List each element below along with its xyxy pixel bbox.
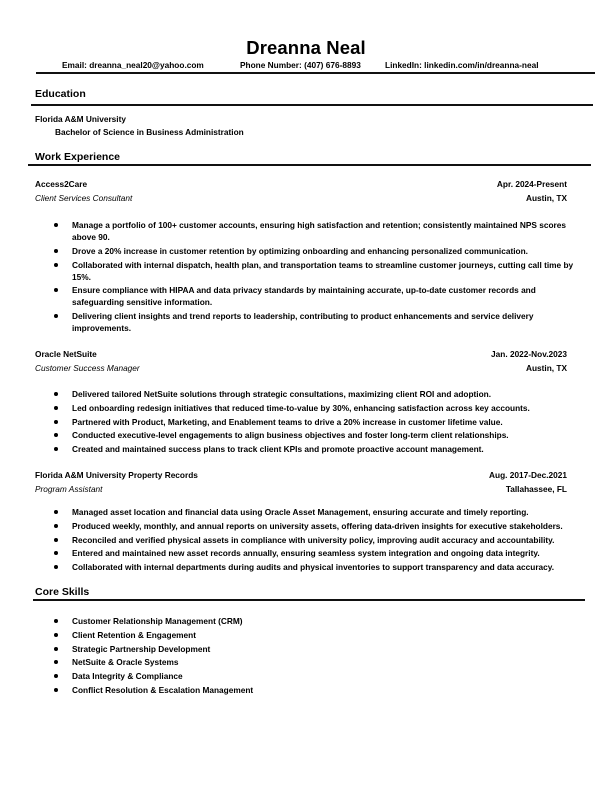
bullet-icon	[54, 688, 58, 692]
job-dates: Apr. 2024-Present	[496, 179, 567, 189]
contact-linkedin: LinkedIn: linkedin.com/in/dreanna-neal	[385, 60, 539, 70]
list-item	[50, 561, 590, 573]
bullet-text: Conducted executive-level engagements to align business objectives and foster long-term client relationships.	[72, 430, 509, 441]
work-experience-divider	[28, 164, 591, 166]
job-location: Austin, TX	[525, 192, 567, 203]
bullet-icon	[54, 633, 58, 637]
bullet-icon	[54, 392, 58, 396]
list-item	[50, 245, 590, 257]
bullet-text: Ensure compliance with HIPAA and data privacy standards by maintaining accurate, up-to-date customer records and safeguarding sensitive information.	[72, 285, 536, 308]
bullet-icon	[54, 647, 58, 651]
job-entry	[35, 470, 567, 497]
list-item	[50, 416, 590, 428]
skill-text: Strategic Partnership Development	[72, 643, 211, 654]
skills-list	[50, 615, 590, 698]
candidate-name: Dreanna Neal	[246, 37, 366, 58]
list-item	[50, 388, 590, 400]
skill-text: Data Integrity & Compliance	[72, 671, 183, 682]
skill-item	[50, 656, 590, 668]
job-title: Client Services Consultant	[35, 192, 133, 203]
skill-item	[50, 684, 590, 696]
bullet-text: Created and maintained success plans to track client KPIs and promote proactive account management.	[72, 444, 484, 455]
job-dates: Jan. 2022-Nov.2023	[491, 349, 567, 359]
bullet-text: Led onboarding redesign initiatives that reduced time-to-value by 30%, enhancing satisfaction across key accounts.	[72, 402, 530, 413]
bullet-text: Reconciled and verified physical assets in compliance with university policy, improving audit accuracy and accountability.	[72, 534, 555, 545]
contact-email: Email: dreanna_neal20@yahoo.com	[62, 60, 204, 70]
bullet-icon	[54, 619, 58, 623]
section-title-education: Education	[35, 88, 86, 100]
contact-phone: Phone Number: (407) 676-8893	[240, 60, 361, 70]
bullet-icon	[54, 660, 58, 664]
bullet-text: Produced weekly, monthly, and annual reports on university assets, offering data-driven insights for executive stakeholders.	[72, 520, 563, 531]
job-bullets	[50, 219, 590, 336]
job-location: Tallahassee, FL	[505, 483, 567, 494]
header-divider	[36, 72, 595, 74]
list-item	[50, 547, 590, 559]
list-item	[50, 219, 590, 243]
skill-text: NetSuite & Oracle Systems	[72, 657, 179, 668]
education-divider	[31, 104, 593, 106]
bullet-text: Delivering client insights and trend reports to leadership, contributing to product enhancements and service delivery improvements.	[72, 311, 534, 334]
job-dates: Aug. 2017-Dec.2021	[489, 470, 567, 480]
job-company: Florida A&M University Property Records	[35, 470, 198, 480]
bullet-icon	[54, 538, 58, 542]
list-item	[50, 259, 590, 283]
bullet-icon	[54, 510, 58, 514]
list-item	[50, 429, 590, 441]
bullet-icon	[54, 447, 58, 451]
job-company: Oracle NetSuite	[35, 349, 97, 359]
bullet-icon	[54, 674, 58, 678]
bullet-icon	[54, 406, 58, 410]
job-location: Austin, TX	[525, 362, 567, 373]
job-title: Program Assistant	[35, 483, 103, 494]
bullet-icon	[54, 223, 58, 227]
bullet-icon	[54, 420, 58, 424]
bullet-icon	[54, 314, 58, 318]
job-bullets	[50, 388, 590, 457]
list-item	[50, 534, 590, 546]
job-entry	[35, 349, 567, 376]
bullet-text: Delivered tailored NetSuite solutions through strategic consultations, maximizing client ROI and adoption.	[72, 389, 492, 399]
bullet-icon	[54, 249, 58, 253]
bullet-text: Managed asset location and financial data using Oracle Asset Management, ensuring accurate and timely reporting.	[72, 507, 529, 517]
list-item	[50, 310, 590, 334]
bullet-icon	[54, 551, 58, 555]
bullet-icon	[54, 433, 58, 437]
bullet-text: Collaborated with internal dispatch, health plan, and transportation teams to streamline customer journeys, cutting call time by 15%.	[72, 259, 574, 282]
skill-item	[50, 643, 590, 655]
skill-item	[50, 670, 590, 682]
job-title: Customer Success Manager	[35, 362, 140, 373]
education-school: Florida A&M University	[35, 114, 126, 124]
bullet-text: Manage a portfolio of 100+ customer accounts, ensuring high satisfaction and retention; consistently maintained NPS scores above 90.	[72, 220, 566, 242]
skill-text: Customer Relationship Management (CRM)	[72, 616, 243, 626]
skill-text: Client Retention & Engagement	[72, 629, 196, 640]
list-item	[50, 443, 590, 455]
bullet-text: Entered and maintained new asset records annually, ensuring seamless system integration and ongoing data integrity.	[72, 548, 540, 559]
list-item	[50, 506, 590, 518]
core-skills-divider	[33, 599, 585, 601]
skill-item	[50, 629, 590, 641]
job-company: Access2Care	[35, 179, 88, 189]
bullet-icon	[54, 565, 58, 569]
job-entry	[35, 179, 567, 206]
section-title-core-skills: Core Skills	[35, 586, 90, 598]
list-item	[50, 402, 590, 414]
bullet-icon	[54, 263, 58, 267]
bullet-icon	[54, 524, 58, 528]
skill-item	[50, 615, 590, 627]
bullet-text: Drove a 20% increase in customer retention by optimizing onboarding and enhancing personalized communication.	[72, 245, 528, 256]
bullet-text: Collaborated with internal departments during audits and physical inventories to support transparency and data accuracy.	[72, 562, 555, 573]
bullet-icon	[54, 288, 58, 292]
education-degree: Bachelor of Science in Business Administration	[55, 127, 244, 137]
job-bullets	[50, 506, 590, 575]
skill-text: Conflict Resolution & Escalation Management	[72, 684, 254, 695]
section-title-work-experience: Work Experience	[35, 151, 121, 163]
bullet-text: Partnered with Product, Marketing, and Enablement teams to drive a 20% increase in customer lifetime value.	[72, 416, 503, 427]
list-item	[50, 284, 590, 308]
list-item	[50, 520, 590, 532]
